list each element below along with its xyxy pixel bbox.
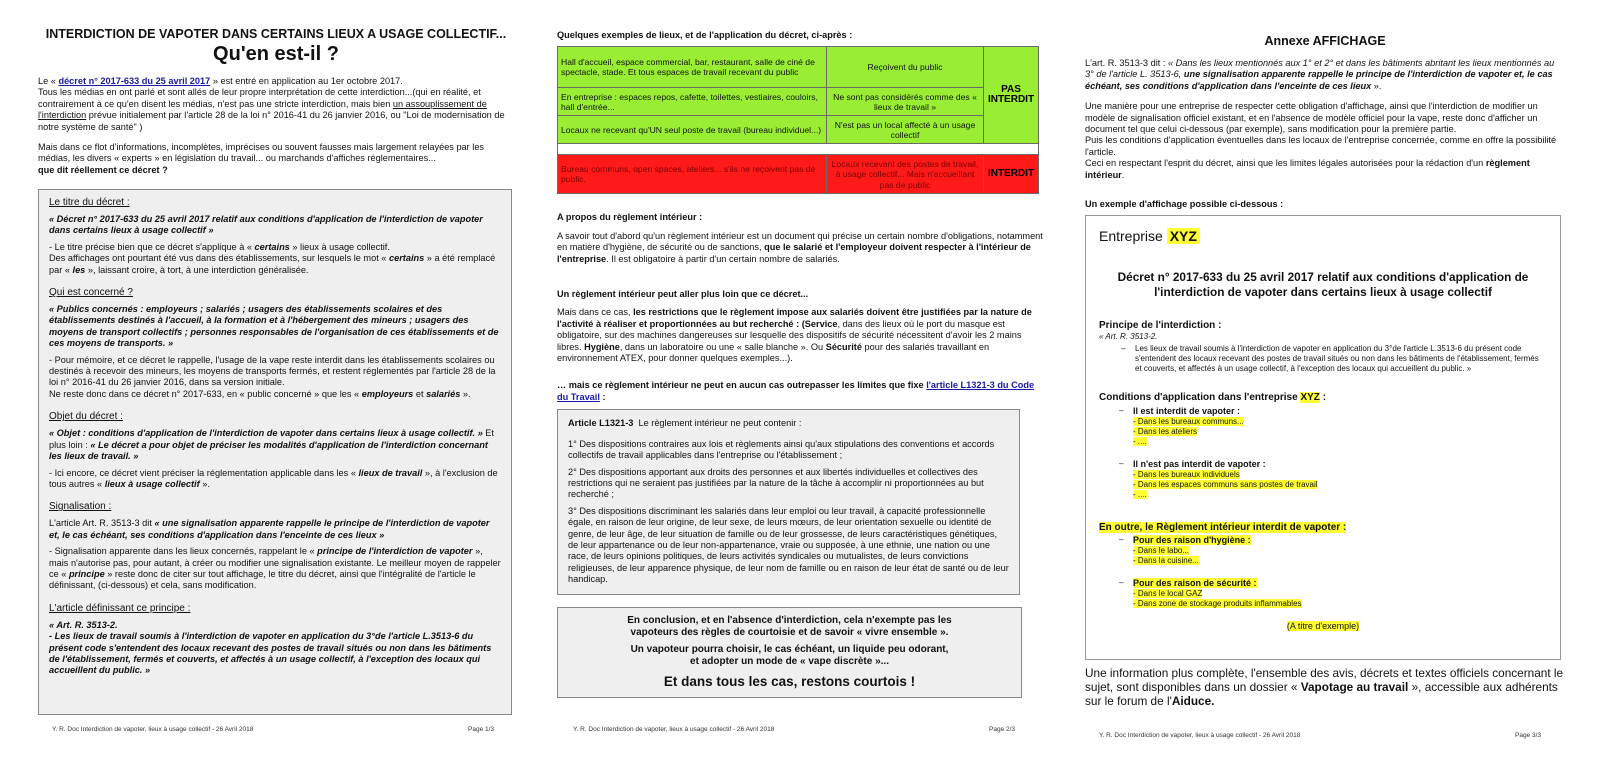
- page3-footer-left: Y. R. Doc Interdiction de vapoter, lieux à usage collectif - 26 Avril 2018: [1099, 732, 1301, 739]
- examples-table: [557, 46, 1039, 194]
- section-title: L'article définissant ce principe :: [49, 602, 191, 614]
- page1-footer-right: Page 1/3: [468, 726, 495, 733]
- example-note: (A titre d'exemple): [1286, 621, 1360, 632]
- conclusion-box: En conclusion, et en l'absence d'interdiction, cela n'exempte pas les vapoteurs des règles de courtoisie et de savoir « vivre ensemble ». Un vapoteur pourra choisir, le cas échéant, un liquide peu odorant, et adopter un mode de « vape discrète »... Et dans tous les cas, restons courtois !: [557, 607, 1022, 698]
- list-item: - Dans zone de stockage produits inflammables: [1133, 599, 1302, 609]
- section-signalisation: Signalisation : L'article Art. R. 3513-3 dit « une signalisation apparente rappelle le principe de l'interdiction de vapoter et, le cas échéant, ses conditions d'application dans l'enceinte de ces lieux » - Signalisation apparente dans les lieux concernés, rappelant le « principe de l'interdiction de vapoter », mais n'autorise pas, pour autant, à créer ou modifier une signalisation existante. Le meilleur moyen de rappeler ce « principe » reste donc de citer sur tout affichage, le titre du décret, ainsi que l'intégralité de l'article le définissant, (ci-dessous) et cela, sans modification.: [49, 501, 501, 591]
- page1-footer-left: Y. R. Doc Interdiction de vapoter, lieux à usage collectif - 26 Avril 2018: [52, 726, 254, 733]
- section-title: Objet du décret :: [49, 411, 123, 423]
- page-3: [1085, 0, 1565, 782]
- page3-title: Annexe AFFICHAGE: [1264, 34, 1386, 48]
- table-row: Locaux ne recevant qu'UN seul poste de travail (bureau individuel...) N'est pas un local affecté à un usage collectif: [558, 116, 1039, 144]
- list-item: - Dans les espaces communs sans postes de travail: [1133, 480, 1318, 490]
- section-titre: Le titre du décret : « Décret n° 2017-633 du 25 avril 2017 relatif aux conditions d'application de l'interdiction de vapoter dans certains lieux à usage collectif » - Le titre précise bien que ce décret s'applique à « certains » lieux à usage collectif. Des affichages ont pourtant été vus dans des établissements, sur lesquels le mot « certains » a été remplacé par « les », laissant croire, à tort, à une interdiction généralisée.: [49, 197, 501, 276]
- outre-heading: En outre, le Règlement intérieur interdit de vapoter :: [1099, 522, 1347, 534]
- list-item: - Dans les ateliers: [1133, 427, 1198, 437]
- list-item: - Dans le labo...: [1133, 546, 1190, 556]
- company-name: XYZ: [1167, 228, 1200, 244]
- list-item: - ....: [1133, 437, 1147, 447]
- section-objet: Objet du décret : « Objet : conditions d'application de l'interdiction de vapoter dans certains lieux à usage collectif. » Et plus loin : « Le décret a pour objet de préciser les modalités d'application de l'interdiction concernant les lieux de travail. » - Ici encore, ce décret vient préciser la réglementation applicable dans les « lieux de travail », à l'exclusion de tous autres « lieux à usage collectif ».: [49, 411, 501, 490]
- decret-link[interactable]: décret n° 2017-633 du 25 avril 2017: [58, 76, 211, 86]
- section-concerne: Qui est concerné ? « Publics concernés : employeurs ; salariés ; usagers des établissements scolaires et des établissements destinés à l'accueil, à la formation et à l'hébergement des mineurs ; usagers des moyens de transport collectifs ; personnes responsables de l'organisation de ces établissements et de ces moyens de transports. » - Pour mémoire, et ce décret le rappelle, l'usage de la vape reste interdit dans les établissements scolaires ou destinés à recevoir des mineurs, les moyens de transports fermés, et restent réglementés par l'article 28 de la loi n° 2016-41 du 26 janvier 2016, dans sa version initiale. Ne reste donc dans ce décret n° 2017-633, en « public concerné » que les « employeurs et salariés ».: [49, 287, 501, 400]
- reglement-text: A savoir tout d'abord qu'un règlement intérieur est un document qui précise un certain nombre d'obligations, notamment en matière d'hygiène, de sécurité ou de sanctions, que le salarié et l'employeur doivent respecter à l'intérieur de l'entreprise. Il est obligatoire à partir d'un certain nombre de salariés.: [557, 230, 1043, 264]
- page1-title: INTERDICTION DE VAPOTER DANS CERTAINS LIEUX A USAGE COLLECTIF...: [45, 27, 507, 41]
- table-row: En entreprise : espaces repos, cafette, toilettes, vestiaires, couloirs, hall d'entrée... Ne sont pas considérés comme des « lieux de travail »: [558, 88, 1039, 116]
- page-2: [557, 0, 1043, 782]
- examples-title: Quelques exemples de lieux, et de l'application du décret, ci-après :: [557, 30, 853, 40]
- page1-grey-box: [38, 189, 512, 715]
- principe-heading: Principe de l'interdiction :: [1099, 320, 1222, 332]
- section-article: L'article définissant ce principe : « Art. R. 3513-2. - Les lieux de travail soumis à l'interdiction de vapoter en application du 3°de l'article L.3513-6 du présent code s'entendent des locaux recevant des postes de travail situés ou non dans les bâtiments de l'établissement, fermés et couverts, et affectés à un usage collectif, à l'exception des locaux qui accueillent du public. »: [49, 603, 501, 677]
- list-item: - ....: [1133, 490, 1147, 500]
- interdit-heading: Il est interdit de vapoter :: [1133, 406, 1241, 417]
- list-item: - Dans le local GAZ: [1133, 589, 1203, 599]
- page3-bottom: Une information plus complète, l'ensemble des avis, décrets et textes officiels concernant le sujet, sont disponibles dans un dossier « Vapotage au travail », accessible aux adhérents sur le forum de l'Aiduce.: [1085, 666, 1564, 709]
- page1-subtitle: Qu'en est-il ?: [213, 43, 339, 65]
- page2-footer-right: Page 2/3: [989, 726, 1016, 733]
- status-allowed: PAS INTERDIT: [984, 47, 1039, 144]
- page1-para2: Mais dans ce flot d'informations, incomplètes, imprécises ou souvent fausses mais largement relayées par les médias, les divers « experts » en législation du travail... ou marchands d'affiches réglementaires... que dit réellement ce décret ?: [38, 142, 485, 175]
- section-title: Le titre du décret :: [49, 197, 130, 208]
- article-box: Article L1321-3 Le règlement intérieur ne peut contenir : 1° Des dispositions contraires aux lois et règlements ainsi qu'aux stipulations des conventions et accords collectifs de travail applicables dans l'entreprise ou l'établissement ; 2° Des dispositions apportant aux droits des personnes et aux libertés individuelles et collectives des restrictions qui ne seraient pas justifiées par la nature de la tâche à accomplir ni proportionnées au but recherché ; 3° Des dispositions discriminant les salariés dans leur emploi ou leur travail, à capacité professionnelle égale, en raison de leur origine, de leur sexe, de leurs mœurs, de leur orientation sexuelle ou identité de genre, de leur âge, de leur situation de famille ou de leur grossesse, de leurs caractéristiques génétiques, de leur appartenance ou de leur non-appartenance, vraie ou supposée, à une ethnie, une nation ou une race, de leurs opinions politiques, de leurs activités syndicales ou mutualistes, de leurs convictions religieuses, de leur apparence physique, de leur nom de famille ou en raison de leur état de santé ou de leur handicap.: [557, 409, 1020, 594]
- example-heading: Un exemple d'affichage possible ci-dessous :: [1085, 199, 1284, 210]
- reglement-heading: A propos du règlement intérieur :: [557, 212, 703, 223]
- list-item: - Dans les bureaux individuels: [1133, 470, 1240, 480]
- page-1: [38, 0, 514, 782]
- page3-p2: Une manière pour une entreprise de respecter cette obligation d'affichage, ainsi que l'interdiction de modifier un modèle de signalisation officiel existant, et en l'absence de modèle officiel pour la vape, reste donc d'afficher un document tel que celui ci-dessous (par exemple), sans modification pour la première partie. Puis les conditions d'application éventuelles dans les locaux de l'entreprise concernée, comme en offre la possibilité l'article. Ceci en respectant l'esprit du décret, ainsi que les limites légales autorisées pour la rédaction d'un règlement intérieur.: [1085, 101, 1557, 180]
- company-line: Entreprise XYZ: [1099, 228, 1547, 244]
- section-title: Qui est concerné ?: [49, 287, 133, 299]
- pas-interdit-heading: Il n'est pas interdit de vapoter :: [1133, 459, 1266, 470]
- page1-intro: Le « décret n° 2017-633 du 25 avril 2017 » est entré en application au 1er octobre 2017. Tous les médias en ont parlé et sont allés de leur propre interprétation de cette interdiction...(qui en réalité, et contrairement à ce qu'en disent les médias, n'est pas une stricte interdiction, mais bien un assouplissement de l'interdiction prévue initialement par l'article 28 de la loi n° 2016-41 du 26 janvier 2016, ou "Loi de modernisation de notre système de santé" ): [38, 76, 505, 132]
- limit-heading: … mais ce règlement intérieur ne peut en aucun cas outrepasser les limites que fixe l'article L1321-3 du Code du Travail :: [557, 380, 1035, 402]
- list-item: - Dans les bureaux communs...: [1133, 417, 1244, 427]
- list-item: - Dans la cuisine...: [1133, 556, 1199, 566]
- article-title: Article L1321-3: [568, 418, 634, 429]
- loin-heading: Un règlement intérieur peut aller plus loin que ce décret...: [557, 289, 809, 300]
- page3-p1: L'art. R. 3513-3 dit : « Dans les lieux mentionnés aux 1° et 2° et dans les bâtiments abritant les lieux mentionnés au 3° de l'article L. 3513-6, une signalisation apparente rappelle le principe de l'interdiction de vapoter et, le cas échéant, ses conditions d'application dans l'enceinte de ces lieux ».: [1085, 58, 1555, 91]
- decret-title: Décret n° 2017-633 du 25 avril 2017 relatif aux conditions d'application de l'interdiction de vapoter dans certains lieux à usage collectif: [1117, 270, 1529, 300]
- table-row: Hall d'accueil, espace commercial, bar, restaurant, salle de ciné de spectacle, stade. Et tous espaces de travail recevant du public Reçoivent du public PAS INTERDIT: [558, 47, 1039, 88]
- page3-footer-right: Page 3/3: [1515, 732, 1542, 739]
- table-row: Bureau communs, open spaces, ateliers... s'ils ne reçoivent pas de public. Locaux recevant des postes de travail, à usage collectif... Mais n'accueillant pas de public INTERDIT: [558, 155, 1039, 194]
- status-forbidden: INTERDIT: [984, 155, 1039, 194]
- loin-text: Mais dans ce cas, les restrictions que le règlement impose aux salariés doivent être justifiées par la nature de l'activité à réaliser et proportionnées au but recherché : (Service, dans des lieux où le port du masque est obligatoire, sur des machines dangereuses sur lesquelle des dispositifs de sécurité nécessitent d'avoir les 2 mains libres. Hygiène, dans un laboratoire ou une « salle blanche ». Ou Sécurité pour des salariés travaillant en environnement ATEX, pour donner quelques exemples...).: [557, 307, 1032, 364]
- page2-footer-left: Y. R. Doc Interdiction de vapoter, lieux à usage collectif - 26 Avril 2018: [573, 726, 775, 733]
- hygiene-heading: Pour des raison d'hygiène :: [1133, 535, 1251, 546]
- conditions-heading: Conditions d'application dans l'entreprise XYZ :: [1099, 391, 1327, 403]
- example-poster: Entreprise XYZ Décret n° 2017-633 du 25 avril 2017 relatif aux conditions d'application de l'interdiction de vapoter dans certains lieux à usage collectif Principe de l'interdiction : « Art. R. 3513-2. – Les lieux de travail soumis à l'interdiction de vapoter en application du 3°de l'article L.3513-6 du présent code s'entendent des locaux recevant des postes de travail situés ou non dans les bâtiments de l'établissement, fermés et couverts, et affectés à un usage collectif, à l'exception des locaux qui accueillent du public. » Conditions d'application dans l'entreprise XYZ : – Il est interdit de vapoter : - Dans les bureaux communs... - Dans les ateliers - .... – Il n'est pas interdit de vapoter : - Dans les bureaux individuels - Dans les espaces communs sans postes de travail - .... En outre, le Règlement intérieur interdit de vapoter : – Pour des raison d'hygiène : - Dans le labo... - Dans la cuisine... – Pour des raison de sécurité : - Dans le local GAZ - Dans zone de stockage produits inflammables (A titre d'exemple): [1085, 215, 1561, 660]
- article-link[interactable]: l'article L1321-3 du Code du Travail: [557, 380, 1035, 402]
- section-title: Signalisation :: [49, 501, 112, 513]
- securite-heading: Pour des raison de sécurité :: [1133, 578, 1257, 589]
